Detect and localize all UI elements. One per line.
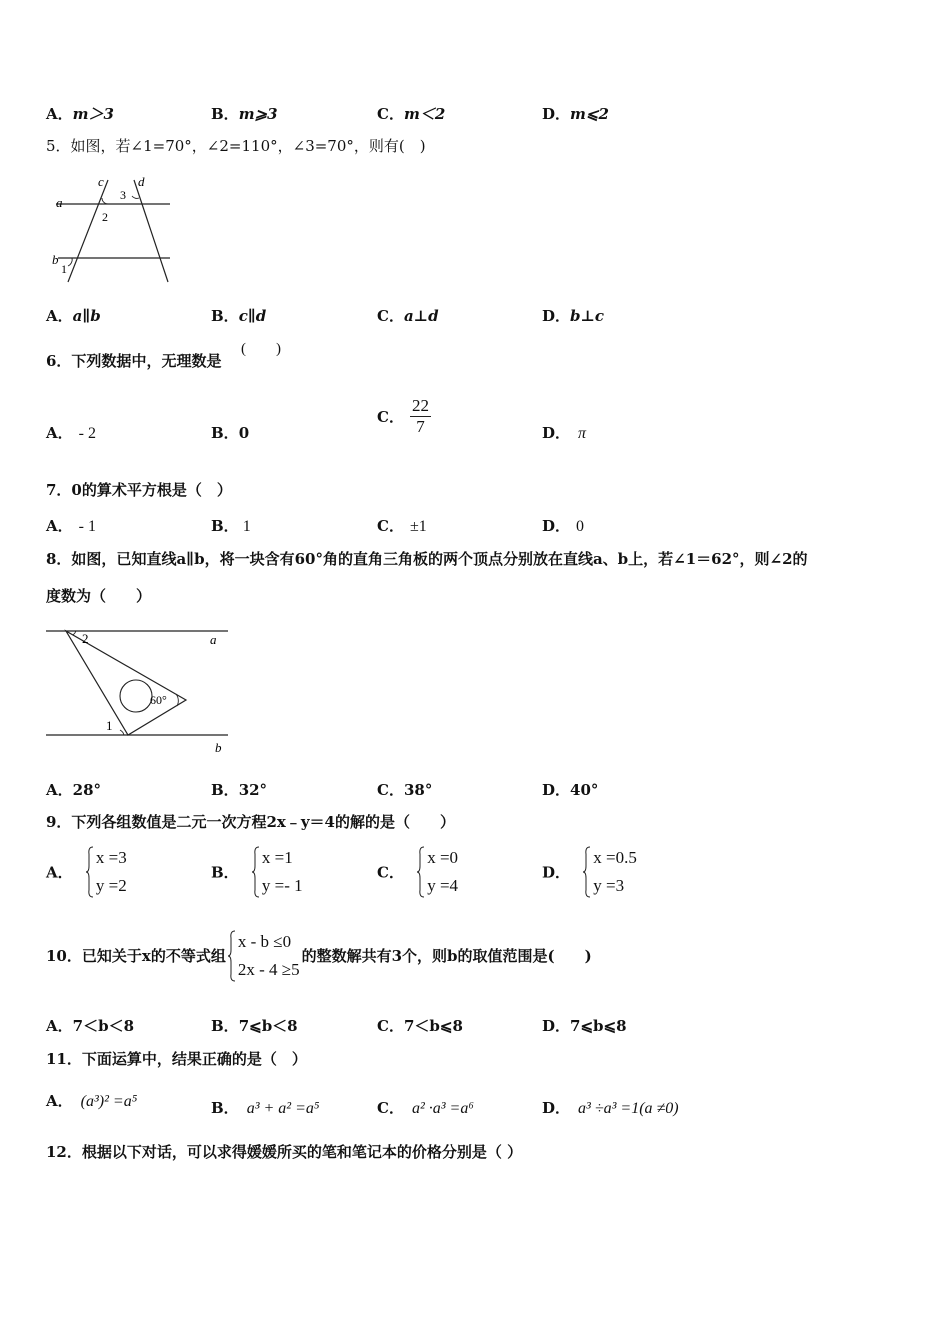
option-letter: D． (542, 517, 571, 535)
q8-option-d (542, 779, 598, 800)
fraction-numerator: 22 (411, 396, 429, 415)
q8-option-a (46, 779, 101, 800)
label-b: b (215, 740, 222, 755)
option-text: 40° (570, 781, 599, 799)
brace-icon (86, 846, 94, 898)
q8-option-b (211, 779, 267, 800)
equation-line-1: x =0.5 (593, 848, 637, 867)
q11-option-a (46, 1090, 137, 1111)
q11-option-d (542, 1097, 679, 1118)
label-2: 2 (102, 210, 108, 224)
q9-option-c (377, 844, 458, 900)
equation-line-1: x =0 (427, 848, 459, 867)
option-letter: B． (211, 424, 239, 442)
label-3: 3 (120, 188, 126, 202)
q12-stem: 12．根据以下对话，可以求得媛媛所买的笔和笔记本的价格分别是（ ） (46, 1143, 523, 1161)
option-letter: A． (46, 105, 73, 123)
q6-option-a (46, 422, 96, 443)
line-c (68, 180, 108, 282)
q10-option-b (211, 1015, 298, 1036)
q9-option-a (46, 844, 127, 900)
option-letter: B． (211, 781, 239, 799)
option-letter: A． (46, 1017, 73, 1035)
label-2: 2 (82, 631, 89, 646)
q6-paren: ( ) (241, 341, 281, 357)
equation-line-2: y =3 (593, 876, 625, 895)
q7-option-d (542, 515, 584, 536)
option-text: m⩽2 (570, 105, 609, 123)
inequality-system (228, 928, 300, 984)
option-letter: A． (46, 307, 73, 325)
option-letter: C． (377, 408, 404, 426)
q10-stem (46, 928, 592, 984)
option-text: 7＜b⩽8 (403, 1017, 463, 1035)
q4-option-a (46, 103, 114, 124)
option-letter: C． (377, 1099, 404, 1117)
label-60: 60° (150, 693, 167, 707)
option-text: 38° (403, 781, 433, 799)
brace-icon (252, 846, 260, 898)
option-text: (a³)² =a⁵ (80, 1093, 138, 1110)
brace-icon (228, 930, 236, 982)
label-a: a (56, 195, 63, 210)
equation-line-2: y =4 (427, 876, 459, 895)
q8-stem-line2: 度数为（ ） (46, 587, 152, 605)
brace-icon (583, 846, 591, 898)
option-letter: D． (542, 781, 571, 799)
q6-option-b (211, 422, 249, 443)
label-d: d (138, 174, 145, 189)
q6-option-d (542, 422, 586, 443)
q10-option-d (542, 1015, 627, 1036)
label-1: 1 (106, 718, 113, 733)
option-letter: C． (377, 863, 404, 882)
q5-figure (44, 172, 184, 290)
q5-stem: 5．如图，若∠1=70°，∠2=110°，∠3=70°，则有( ) (46, 137, 426, 155)
equation-system (86, 844, 127, 900)
line-d (134, 180, 168, 282)
q7-stem: 7．0的算术平方根是（ ） (46, 481, 232, 499)
option-letter: A． (46, 781, 73, 799)
option-text: 28° (72, 781, 102, 799)
option-letter: B． (211, 1017, 239, 1035)
option-letter: D． (542, 424, 571, 442)
fraction-denominator: 7 (416, 417, 425, 436)
q10-stem-post: 的整数解共有3个，则b的取值范围是( ) (301, 947, 592, 965)
q5-option-d (542, 305, 604, 326)
option-letter: D． (542, 105, 571, 123)
q10-option-a (46, 1015, 134, 1036)
option-letter: A． (46, 517, 73, 535)
equation-system (252, 844, 303, 900)
option-letter: D． (542, 1099, 571, 1117)
q4-option-c (377, 103, 445, 124)
option-text: π (578, 425, 587, 442)
option-letter: C． (377, 781, 404, 799)
option-letter: D． (542, 863, 571, 882)
option-letter: D． (542, 307, 571, 325)
option-text: 1 (242, 518, 251, 535)
q8-figure (44, 624, 234, 760)
option-text: a∥b (72, 307, 101, 325)
option-text: - 1 (78, 518, 96, 535)
option-letter: A． (46, 1092, 73, 1110)
option-letter: C． (377, 105, 404, 123)
inequality-line-1: x - b ≤0 (237, 932, 292, 951)
option-letter: B． (211, 105, 239, 123)
q9-stem: 9．下列各组数值是二元一次方程2x﹣y＝4的解的是（ ） (46, 813, 455, 831)
label-1: 1 (61, 262, 67, 276)
q4-option-d (542, 103, 609, 124)
option-letter: B． (211, 863, 239, 882)
q11-option-b (211, 1097, 319, 1118)
q8-stem-line1: 8．如图，已知直线a∥b，将一块含有60°角的直角三角板的两个顶点分别放在直线a、b上，若∠1＝62°，则∠2的 (46, 550, 808, 568)
option-text: c∥d (238, 307, 267, 325)
option-letter: B． (211, 1099, 239, 1117)
option-letter: D． (542, 1017, 571, 1035)
brace-icon (417, 846, 425, 898)
option-text: 0 (576, 518, 585, 535)
angle-1-arc (68, 258, 72, 266)
q10-option-c (377, 1015, 463, 1036)
angle-1-arc (120, 730, 124, 735)
option-text: a² ·a³ =a⁶ (411, 1100, 474, 1117)
option-text: 7⩽b⩽8 (570, 1017, 627, 1035)
q7-option-b (211, 515, 251, 536)
option-text: 32° (238, 781, 268, 799)
fraction-22-7 (410, 396, 431, 437)
q8-option-c (377, 779, 432, 800)
equation-line-2: y =2 (95, 876, 127, 895)
option-text: 0 (238, 424, 250, 442)
option-text: b⊥c (570, 307, 605, 325)
option-letter: A． (46, 863, 73, 882)
q7-option-a (46, 515, 96, 536)
option-letter: B． (211, 517, 239, 535)
equation-system (417, 844, 458, 900)
option-text: - 2 (78, 425, 96, 442)
equation-line-1: x =1 (261, 848, 293, 867)
q5-option-c (377, 305, 439, 326)
option-text: m＞3 (72, 105, 114, 123)
option-letter: C． (377, 307, 404, 325)
option-text: m＜2 (403, 105, 446, 123)
option-text: ±1 (409, 518, 427, 535)
label-c: c (98, 174, 104, 189)
q6-stem: 6．下列数据中，无理数是 (46, 352, 222, 370)
equation-line-1: x =3 (95, 848, 127, 867)
q11-stem: 11．下面运算中，结果正确的是（ ） (46, 1050, 307, 1068)
plate-hole (120, 680, 152, 712)
option-text: 7＜b＜8 (72, 1017, 135, 1035)
q5-option-b (211, 305, 266, 326)
angle-2-arc (102, 198, 108, 204)
inequality-line-2: 2x - 4 ≥5 (237, 960, 300, 979)
option-letter: B． (211, 307, 239, 325)
option-text: 7⩽b＜8 (238, 1017, 298, 1035)
label-a: a (210, 632, 217, 647)
q9-option-b (211, 844, 303, 900)
q11-option-c (377, 1097, 474, 1118)
equation-line-2: y =- 1 (261, 876, 303, 895)
option-letter: C． (377, 517, 404, 535)
equation-system (583, 844, 637, 900)
option-text: m⩾3 (238, 105, 278, 123)
q9-option-d (542, 844, 637, 900)
q6-option-c (377, 396, 431, 437)
q7-option-c (377, 515, 427, 536)
q5-option-a (46, 305, 101, 326)
label-b: b (52, 252, 59, 267)
option-text: a⊥d (403, 307, 439, 325)
angle-3-arc (132, 196, 139, 198)
q4-option-b (211, 103, 278, 124)
option-text: a³ ÷a³ =1(a ≠0) (578, 1100, 679, 1117)
option-letter: C． (377, 1017, 404, 1035)
option-text: a³ + a² =a⁵ (246, 1100, 320, 1117)
q10-stem-pre: 10．已知关于x的不等式组 (46, 947, 226, 965)
option-letter: A． (46, 424, 73, 442)
